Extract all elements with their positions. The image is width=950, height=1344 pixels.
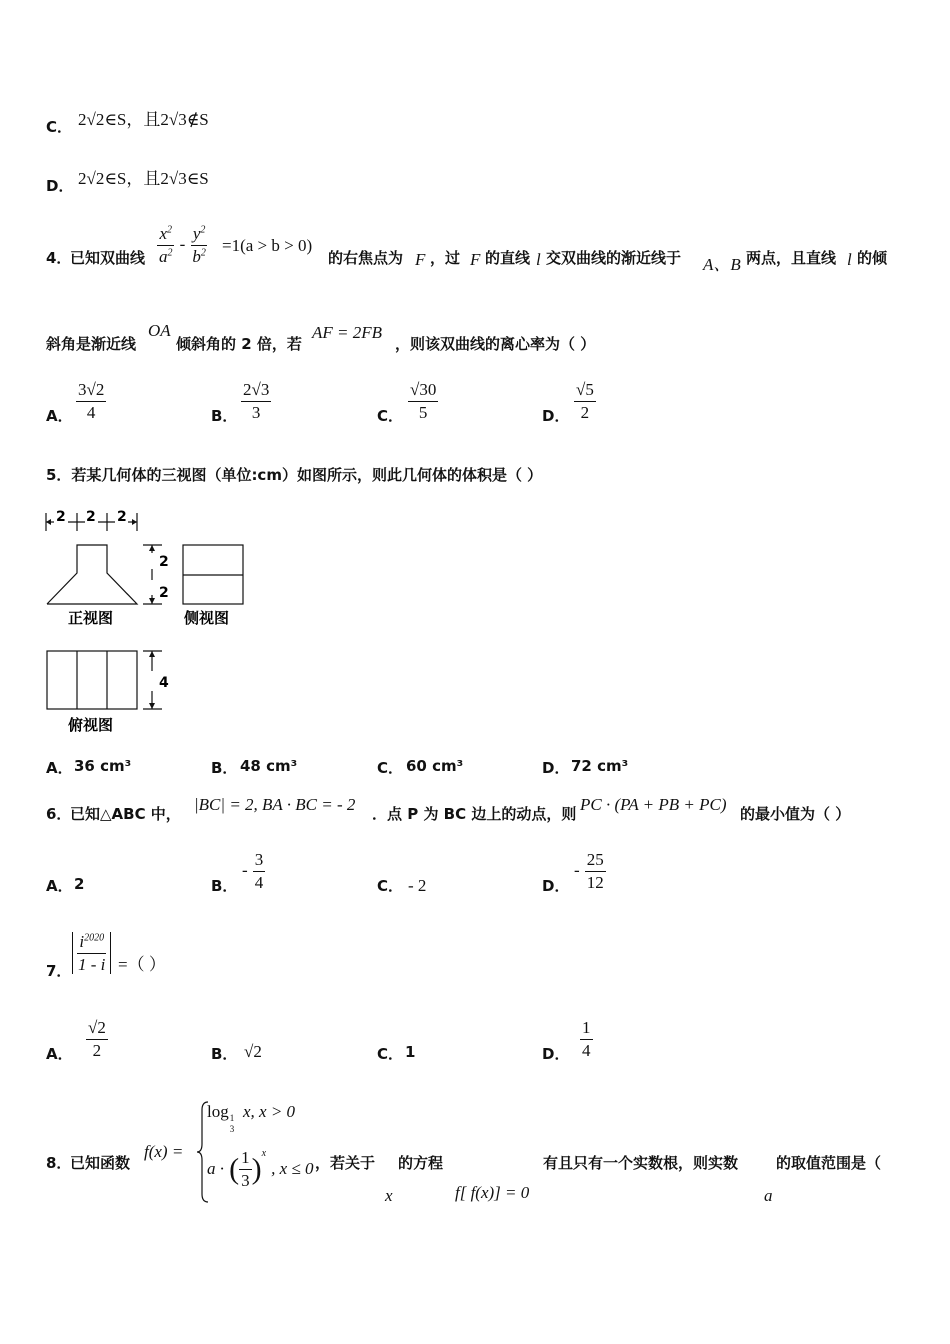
option-label: A．	[46, 407, 73, 425]
question-number: 4．	[46, 249, 72, 267]
dim-label: 4	[159, 675, 169, 691]
option-c-text: 2√2∈S，且2√3∉S	[78, 110, 209, 129]
question-text: 倾斜角的 2 倍，若	[176, 335, 302, 353]
option-b-value: √2	[244, 1042, 262, 1061]
option-a-value: 36 cm³	[74, 757, 132, 775]
dim-label: 2	[56, 509, 66, 525]
top-view-label: 俯视图	[68, 716, 114, 734]
var-l: l	[536, 250, 541, 269]
question-text: ，若关于	[315, 1154, 376, 1172]
var-f: F	[415, 250, 426, 269]
option-label: C．	[377, 1045, 404, 1063]
option-label: A．	[46, 1045, 73, 1063]
question-number: 6．	[46, 805, 72, 823]
function-name: f(x) =	[144, 1142, 184, 1161]
option-label: D．	[542, 759, 570, 777]
case-1: log 1 3 x, x > 0	[207, 1102, 296, 1134]
condition: |BC| = 2, BA · BC = - 2	[194, 795, 356, 814]
option-c-value: 60 cm³	[406, 757, 464, 775]
question-text: 有且只有一个实数根，则实数	[543, 1154, 739, 1172]
question-text: ，则该双曲线的离心率为（ ）	[395, 335, 596, 353]
option-label: D．	[542, 877, 570, 895]
dim-label: 2	[159, 554, 169, 570]
case-2: a · ( $\frac{1}{3}$ )$^x$ , x ≤ 0	[207, 1148, 314, 1190]
option-c-value: 1	[405, 1043, 416, 1061]
option-d-fraction: $\frac{√5}{2}$	[576, 380, 594, 422]
question-text: 的最小值为（ ）	[740, 805, 851, 823]
question-text: 的方程	[398, 1154, 444, 1172]
question-text: 的取值范围是（	[776, 1154, 882, 1172]
expression: PC · (PA + PB + PC)	[580, 795, 727, 814]
option-label: B．	[211, 759, 238, 777]
question-tail: =（ ）	[118, 955, 166, 974]
hyperbola-equation: $\frac{x^2}{a^2}$ - $\frac{y^2}{b^2}$	[159, 224, 206, 266]
vector-condition: AF = 2FB	[312, 323, 383, 342]
equation-tail: =1(a > b > 0)	[222, 236, 313, 255]
option-label: A．	[46, 759, 73, 777]
question-text: ，过	[430, 249, 461, 267]
option-label: D．	[46, 177, 74, 195]
var-ab: A、B	[703, 255, 741, 274]
abs-fraction: $\frac{i^{2020}}{1 - i}$	[72, 932, 111, 974]
dim-label: 2	[159, 585, 169, 601]
dim-label: 2	[117, 509, 127, 525]
option-b-fraction: $\frac{2√3}{3}$	[243, 380, 270, 422]
option-a-fraction: $\frac{√2}{2}$	[88, 1018, 106, 1060]
var-oa: OA	[148, 321, 171, 340]
option-d-value: 72 cm³	[571, 757, 629, 775]
var-l: l	[847, 250, 852, 269]
question-number: 7．	[46, 962, 72, 980]
side-view-label: 侧视图	[184, 609, 230, 627]
var-a: a	[764, 1186, 773, 1205]
option-a-fraction: $\frac{3√2}{4}$	[78, 380, 105, 422]
question-text: ．点 P 为 BC 边上的动点，则	[372, 805, 577, 823]
question-text: 的右焦点为	[328, 249, 404, 267]
option-d-fraction: $\frac{1}{4}$	[582, 1018, 591, 1060]
option-c-value: - 2	[408, 876, 427, 895]
question-number: 8．	[46, 1154, 72, 1172]
question-text: 的直线	[485, 249, 531, 267]
option-label: C．	[377, 877, 404, 895]
question-text: 已知函数	[70, 1154, 131, 1172]
option-label: C．	[377, 407, 404, 425]
option-label: B．	[211, 877, 238, 895]
dim-label: 2	[86, 509, 96, 525]
question-text: 已知△ABC 中，	[70, 805, 181, 823]
option-label: D．	[542, 407, 570, 425]
var-x: x	[385, 1186, 393, 1205]
front-view-label: 正视图	[68, 609, 114, 627]
equation: f[ f(x)] = 0	[455, 1183, 530, 1202]
option-a-value: 2	[74, 875, 85, 893]
question-text: 的倾	[857, 249, 888, 267]
question-text: 交双曲线的渐近线于	[546, 249, 682, 267]
option-b-fraction: - $\frac{3}{4}$	[242, 850, 264, 892]
question-text: 5．若某几何体的三视图（单位:cm）如图所示，则此几何体的体积是（ ）	[46, 466, 543, 484]
option-c-fraction: $\frac{√30}{5}$	[410, 380, 437, 422]
option-label: A．	[46, 877, 73, 895]
var-f: F	[470, 250, 481, 269]
option-d-fraction: - $\frac{25}{12}$	[574, 850, 604, 892]
question-text: 斜角是渐近线	[46, 335, 137, 353]
question-text: 两点，且直线	[746, 249, 837, 267]
option-b-value: 48 cm³	[240, 757, 298, 775]
three-view-diagram	[40, 505, 270, 745]
option-label: D．	[542, 1045, 570, 1063]
option-label: B．	[211, 1045, 238, 1063]
option-label: B．	[211, 407, 238, 425]
option-d-text: 2√2∈S，且2√3∈S	[78, 169, 209, 188]
option-label: C．	[46, 118, 73, 136]
question-text: 已知双曲线	[70, 249, 146, 267]
option-label: C．	[377, 759, 404, 777]
